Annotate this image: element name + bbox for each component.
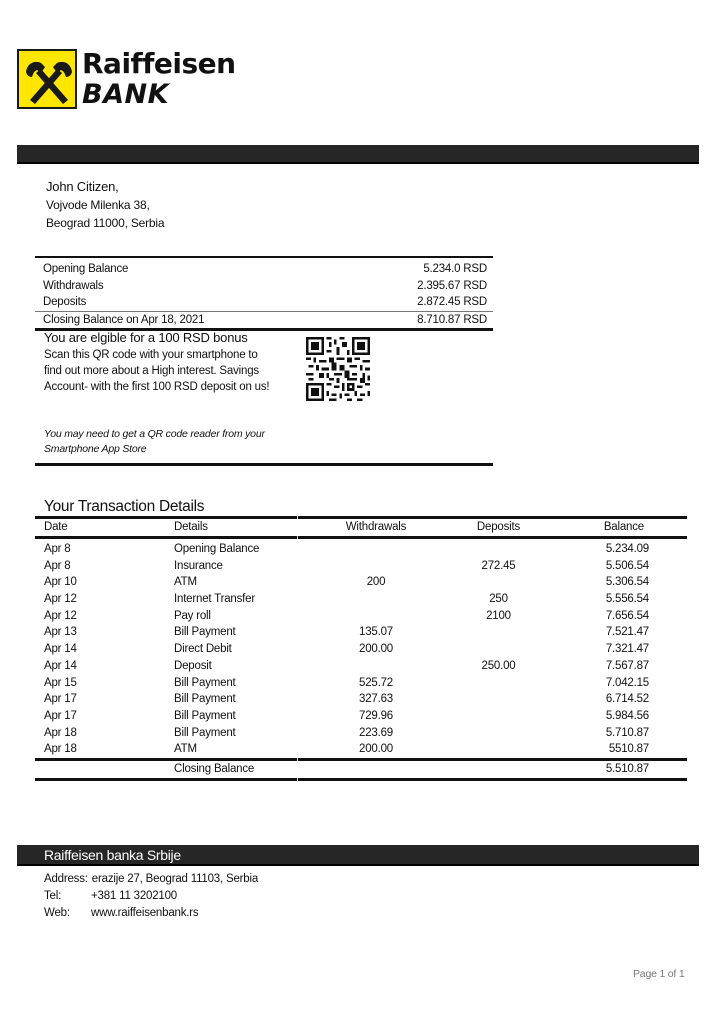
divider bbox=[35, 758, 687, 761]
column-header-date: Date bbox=[44, 521, 68, 533]
row-details: Bill Payment bbox=[174, 709, 236, 722]
summary-value: 2.872.45 RSD bbox=[417, 296, 487, 308]
row-deposit: 2100 bbox=[486, 609, 511, 622]
row-details: Internet Transfer bbox=[174, 593, 255, 606]
row-withdrawal bbox=[298, 541, 424, 558]
footer-bank-name: Raiffeisen banka Srbije bbox=[44, 847, 181, 863]
promo-body: Scan this QR code with your smartphone to find out more about a High interest. Savings Account- with the first 100 RSD deposit on us! bbox=[44, 349, 270, 393]
table-row bbox=[35, 541, 687, 558]
column-header-details: Details bbox=[174, 521, 208, 533]
divider bbox=[35, 536, 687, 539]
row-withdrawal: 200.00 bbox=[359, 643, 393, 656]
address-label: Address: bbox=[44, 873, 88, 885]
table-row bbox=[35, 725, 687, 742]
row-date: Apr 8 bbox=[44, 543, 71, 555]
promo-note: You may need to get a QR code reader from your Smartphone App Store bbox=[44, 428, 265, 455]
table-row-closing bbox=[35, 761, 687, 778]
table-body bbox=[35, 539, 687, 758]
divider bbox=[35, 516, 687, 519]
row-date: Apr 18 bbox=[44, 743, 77, 756]
row-balance: 7.521.47 bbox=[605, 626, 649, 639]
row-deposit bbox=[424, 641, 553, 658]
table-header bbox=[35, 519, 687, 536]
table-row bbox=[35, 608, 687, 625]
summary-row-opening bbox=[35, 261, 493, 278]
summary-row-withdrawals bbox=[35, 278, 493, 295]
row-deposit bbox=[424, 708, 553, 725]
row-deposit: 272.45 bbox=[481, 559, 516, 572]
row-withdrawal: 327.63 bbox=[359, 693, 393, 706]
row-withdrawal bbox=[298, 558, 424, 575]
row-withdrawal: 135.07 bbox=[359, 626, 393, 639]
row-date: Apr 15 bbox=[44, 676, 77, 689]
tel-label: Tel: bbox=[44, 890, 62, 902]
promo-box bbox=[35, 327, 493, 466]
row-balance: 5.306.54 bbox=[605, 576, 649, 589]
row-deposit: 250.00 bbox=[481, 659, 516, 672]
column-header-withdrawals: Withdrawals bbox=[345, 521, 407, 533]
summary-row-deposits bbox=[35, 294, 493, 311]
summary-label: Closing Balance on Apr 18, 2021 bbox=[43, 313, 205, 326]
balance-summary bbox=[35, 256, 493, 331]
row-withdrawal: 729.96 bbox=[359, 709, 393, 722]
row-date: Apr 10 bbox=[44, 576, 77, 589]
promo-headline: You are elgible for a 100 RSD bonus bbox=[44, 330, 248, 345]
row-balance: 5.234.09 bbox=[605, 543, 649, 555]
summary-label: Withdrawals bbox=[43, 279, 104, 292]
summary-value: 8.710.87 RSD bbox=[417, 313, 487, 326]
table-row bbox=[35, 741, 687, 758]
row-details: Bill Payment bbox=[174, 726, 236, 739]
closing-label: Closing Balance bbox=[174, 762, 255, 775]
bank-website-link[interactable]: www.raiffeisenbank.rs bbox=[91, 907, 199, 919]
row-details: Bill Payment bbox=[174, 676, 236, 689]
row-balance: 5.506.54 bbox=[605, 559, 649, 572]
qr-code-icon[interactable] bbox=[306, 337, 370, 401]
row-balance: 6.714.52 bbox=[605, 693, 649, 706]
summary-value: 5.234.0 RSD bbox=[423, 263, 487, 275]
web-label: Web: bbox=[44, 907, 70, 919]
row-details: Insurance bbox=[174, 559, 223, 572]
footer-bar bbox=[17, 845, 699, 866]
row-date: Apr 12 bbox=[44, 609, 77, 622]
table-row bbox=[35, 641, 687, 658]
row-deposit: 250 bbox=[489, 593, 508, 606]
summary-value: 2.395.67 RSD bbox=[417, 279, 487, 292]
raiffeisen-gable-cross-icon bbox=[17, 49, 77, 109]
row-withdrawal bbox=[298, 658, 424, 675]
row-details: Pay roll bbox=[174, 609, 211, 622]
row-deposit bbox=[424, 675, 553, 692]
row-balance: 7.567.87 bbox=[605, 659, 649, 672]
brand-name: Raiffeisen bbox=[82, 47, 236, 80]
row-date: Apr 18 bbox=[44, 726, 77, 739]
row-date: Apr 8 bbox=[44, 559, 71, 572]
row-balance: 7.042.15 bbox=[605, 676, 649, 689]
customer-address-line1: Vojvode Milenka 38, bbox=[46, 198, 150, 212]
table-row bbox=[35, 558, 687, 575]
column-header-deposits: Deposits bbox=[476, 521, 521, 533]
row-deposit bbox=[424, 741, 553, 758]
table-row bbox=[35, 574, 687, 591]
row-date: Apr 17 bbox=[44, 709, 77, 722]
table-row bbox=[35, 708, 687, 725]
row-withdrawal: 525.72 bbox=[359, 676, 393, 689]
table-row bbox=[35, 675, 687, 692]
row-balance: 7.656.54 bbox=[605, 609, 649, 622]
row-deposit bbox=[424, 725, 553, 742]
row-withdrawal: 200 bbox=[366, 576, 386, 589]
closing-balance: 5.510.87 bbox=[605, 762, 649, 775]
table-row bbox=[35, 591, 687, 608]
bank-address: erazije 27, Beograd 11103, Serbia bbox=[91, 873, 259, 885]
row-balance: 5.984.56 bbox=[605, 709, 649, 722]
row-date: Apr 17 bbox=[44, 693, 77, 706]
table-row bbox=[35, 658, 687, 675]
row-deposit bbox=[424, 574, 553, 591]
bank-phone: +381 11 3202100 bbox=[91, 890, 178, 902]
row-date: Apr 13 bbox=[44, 626, 77, 639]
summary-label: Deposits bbox=[43, 296, 87, 308]
column-header-balance: Balance bbox=[603, 521, 644, 533]
row-balance: 7.321.47 bbox=[605, 643, 649, 656]
divider bbox=[35, 256, 493, 258]
row-date: Apr 14 bbox=[44, 659, 77, 672]
table-row bbox=[35, 624, 687, 641]
bank-contact bbox=[44, 871, 258, 922]
table-row bbox=[35, 691, 687, 708]
header-bar bbox=[17, 145, 699, 164]
customer-address-line2: Beograd 11000, Serbia bbox=[46, 216, 165, 230]
row-date: Apr 14 bbox=[44, 643, 77, 656]
row-deposit bbox=[424, 691, 553, 708]
row-withdrawal bbox=[298, 608, 424, 625]
page-number: Page 1 of 1 bbox=[633, 968, 685, 980]
row-balance: 5.556.54 bbox=[605, 593, 649, 606]
row-balance: 5510.87 bbox=[608, 743, 649, 756]
bank-logo bbox=[17, 49, 236, 109]
row-details: Bill Payment bbox=[174, 626, 236, 639]
row-deposit bbox=[424, 624, 553, 641]
transactions-title: Your Transaction Details bbox=[44, 498, 205, 515]
row-withdrawal bbox=[298, 591, 424, 608]
row-details: Bill Payment bbox=[174, 693, 236, 706]
row-details: Deposit bbox=[174, 659, 212, 672]
row-deposit bbox=[424, 541, 553, 558]
row-balance: 5.710.87 bbox=[605, 726, 649, 739]
customer-address bbox=[46, 178, 164, 232]
row-details: ATM bbox=[174, 576, 197, 589]
row-withdrawal: 223.69 bbox=[359, 726, 393, 739]
transactions-table bbox=[35, 516, 687, 781]
summary-label: Opening Balance bbox=[43, 263, 129, 275]
row-date: Apr 12 bbox=[44, 593, 77, 606]
row-details: Direct Debit bbox=[174, 643, 232, 656]
summary-row-closing bbox=[35, 312, 493, 329]
divider bbox=[35, 778, 687, 781]
row-details: Opening Balance bbox=[174, 543, 260, 555]
brand-subname: BANK bbox=[82, 79, 169, 110]
row-withdrawal: 200.00 bbox=[359, 743, 393, 756]
row-details: ATM bbox=[174, 743, 197, 756]
customer-name: John Citizen, bbox=[46, 179, 119, 194]
